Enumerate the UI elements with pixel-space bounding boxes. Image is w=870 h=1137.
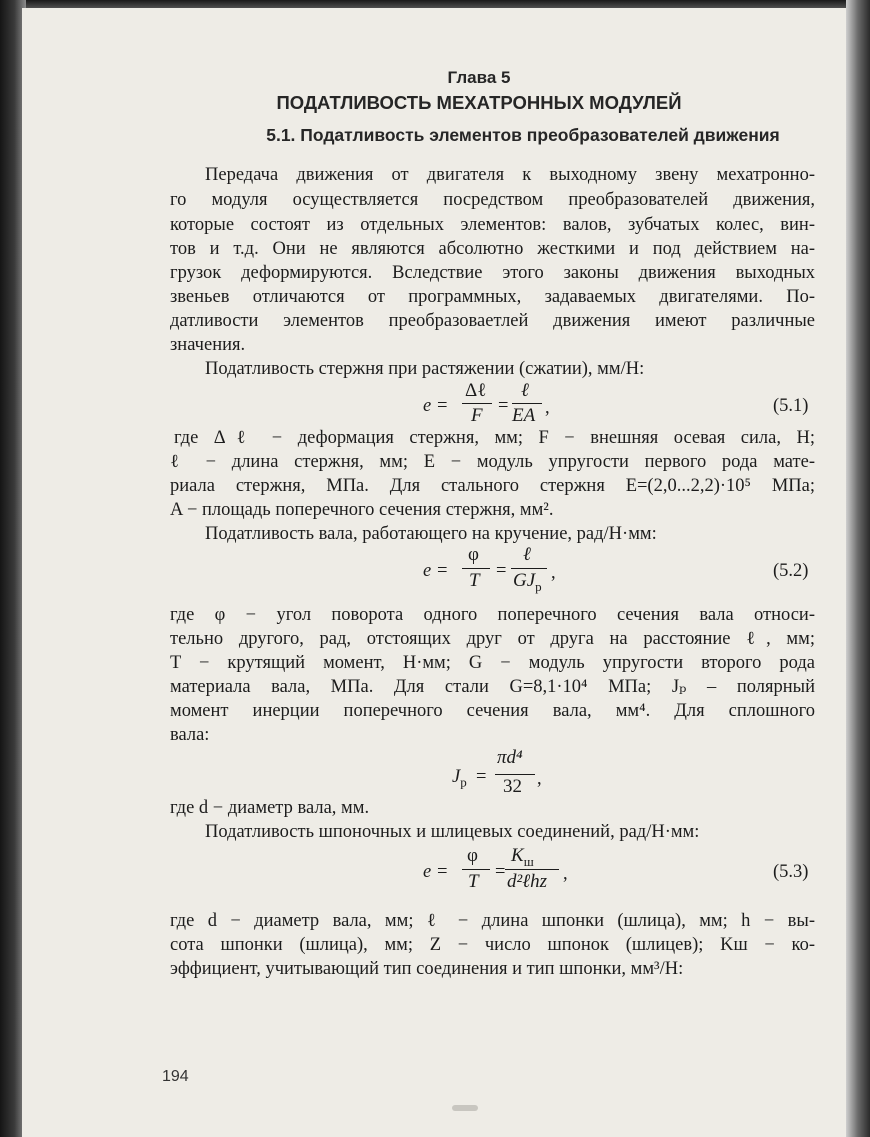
eq-numerator-main: K <box>511 845 524 866</box>
intro-line: Податливость стержня при растяжении (сжатии), мм/Н: <box>205 359 645 379</box>
eq-denominator: d²ℓhz <box>507 871 548 892</box>
eq-numerator <box>511 845 534 870</box>
eq-lhs: e = <box>423 862 449 882</box>
text-line: вала: <box>170 725 210 745</box>
page-number: 194 <box>162 1068 189 1085</box>
text-line: датливости элементов преобразоваетлей движения имеют различные <box>170 311 815 331</box>
text-line: момент инерции поперечного сечения вала, мм⁴. Для сплошного <box>170 701 815 721</box>
text-line: Передача движения от двигателя к выходному звену мехатронно- <box>205 165 815 185</box>
eq-comma: , <box>545 398 550 418</box>
text-line: эффициент, учитывающий тип соединения и тип шпонки, мм³/Н: <box>170 959 684 979</box>
eq-comma: , <box>537 769 542 789</box>
eq-comma: , <box>551 563 556 583</box>
text-line: грузок деформируются. Вследствие этого законы движения выходных <box>170 263 815 283</box>
eq-denominator <box>513 570 542 595</box>
equation-number: (5.3) <box>773 862 809 882</box>
text-line: где Δℓ − деформация стержня, мм; F − внешняя осевая сила, Н; <box>174 428 815 448</box>
text-line: го модуля осуществляется посредством преобразователей движения, <box>170 190 815 210</box>
eq-sign: = <box>498 396 509 416</box>
eq-sign: = <box>495 862 506 882</box>
eq-subscript: p <box>535 578 542 594</box>
eq-comma: , <box>563 864 568 884</box>
chapter-title: ПОДАТЛИВОСТЬ МЕХАТРОННЫХ МОДУЛЕЙ <box>276 92 682 113</box>
text-line: которые состоят из отдельных элементов: валов, зубчатых колес, вин- <box>170 215 815 235</box>
eq-numerator: φ <box>468 544 479 565</box>
eq-denominator: T <box>468 871 479 892</box>
eq-lhs: e = <box>423 561 449 581</box>
eq-subscript: ш <box>523 853 534 869</box>
eq-denominator: T <box>469 570 480 591</box>
text-line: где d − диаметр вала, мм. <box>170 798 370 818</box>
intro-line: Податливость вала, работающего на кручение, рад/Н·мм: <box>205 524 657 544</box>
eq-numerator: ℓ <box>521 380 529 401</box>
equation-number: (5.2) <box>773 561 809 581</box>
eq-numerator: Δℓ <box>465 380 487 401</box>
text-line: T − крутящий момент, Н·мм; G − модуль упругости второго рода <box>170 653 815 673</box>
eq-lhs <box>452 767 467 791</box>
text-line: сота шпонки (шлица), мм; Z − число шпонок (шлицев); Kш − ко- <box>170 935 815 955</box>
eq-numerator: φ <box>467 845 478 866</box>
eq-subscript: p <box>460 774 467 790</box>
intro-line: Податливость шпоночных и шлицевых соединений, рад/Н·мм: <box>205 822 700 842</box>
text-line: A − площадь поперечного сечения стержня, мм². <box>170 500 554 520</box>
text-line: где φ − угол поворота одного поперечного сечения вала относи- <box>170 605 815 625</box>
eq-numerator: ℓ <box>523 544 531 565</box>
eq-lhs-main: J <box>452 767 461 787</box>
text-line: звеньев отличаются от программных, задаваемых двигателями. По- <box>170 287 815 307</box>
scan-smudge <box>452 1105 478 1111</box>
eq-denominator-main: GJ <box>513 570 536 591</box>
book-edge-right <box>846 0 870 1137</box>
eq-denominator: 32 <box>503 776 522 797</box>
eq-sign: = <box>496 561 507 581</box>
eq-denominator: EA <box>512 405 536 426</box>
text-line: тельно другого, рад, отстоящих друг от друга на расстояние ℓ, мм; <box>170 629 815 649</box>
eq-denominator: F <box>471 405 483 426</box>
eq-lhs: e = <box>423 396 449 416</box>
text-line: риала стержня, МПа. Для стального стержня E=(2,0...2,2)·10⁵ МПа; <box>170 476 815 496</box>
section-title: 5.1. Податливость элементов преобразователей движения <box>266 125 780 145</box>
text-line: значения. <box>170 335 246 355</box>
text-line: где d − диаметр вала, мм; ℓ − длина шпонки (шлица), мм; h − вы- <box>170 911 815 931</box>
eq-numerator: πd⁴ <box>497 747 523 768</box>
eq-sign: = <box>476 767 487 787</box>
equation-number: (5.1) <box>773 396 809 416</box>
text-line: ℓ − длина стержня, мм; E − модуль упругости первого рода мате- <box>170 452 815 472</box>
chapter-label: Глава 5 <box>447 68 511 87</box>
text-line: тов и т.д. Они не являются абсолютно жесткими и под действием на- <box>170 239 815 259</box>
text-line: материала вала, МПа. Для стали G=8,1·10⁴ МПа; Jₚ – полярный <box>170 677 815 697</box>
